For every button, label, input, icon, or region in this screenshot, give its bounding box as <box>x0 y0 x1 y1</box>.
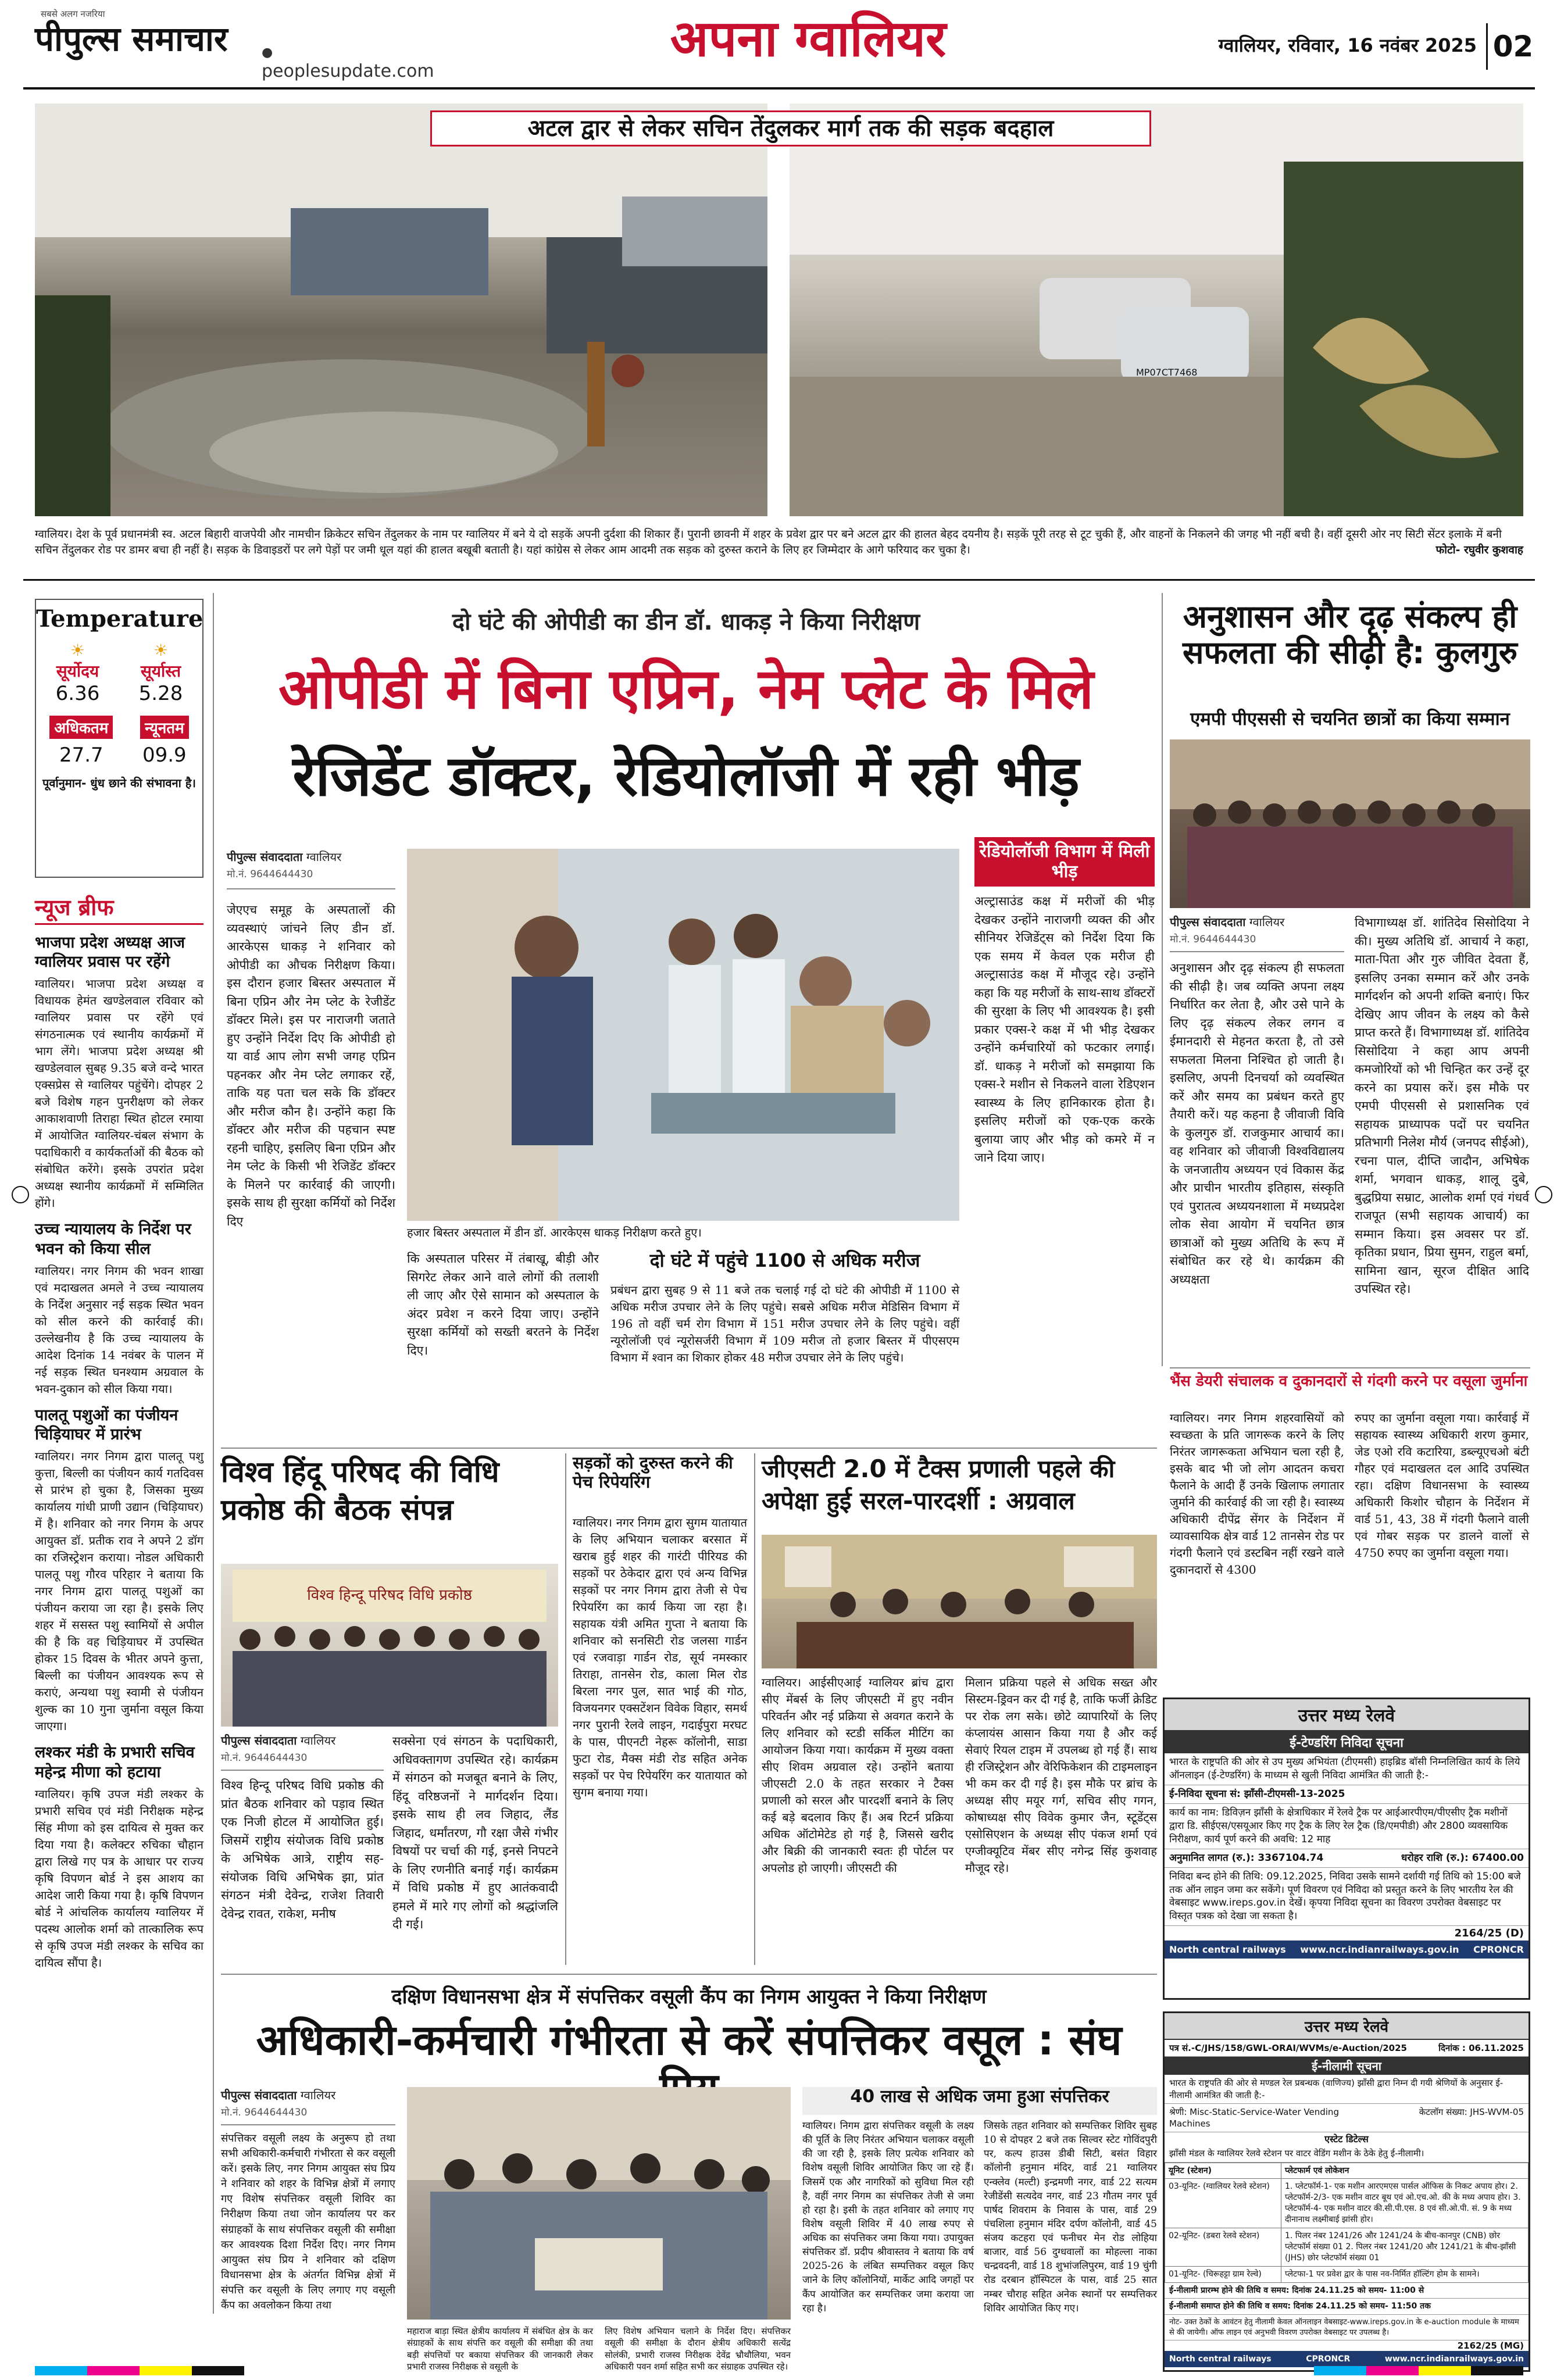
car-plate-text: MP07CT7468 <box>1136 367 1198 378</box>
ad2-end: ई-नीलामी समाप्त होने की तिथि व समय: दिनांक 24.11.25 को समय- 11:50 तक <box>1165 2299 1529 2315</box>
photo-vhp-meeting <box>221 1564 558 1727</box>
hospital-scene <box>407 849 959 1221</box>
ad2-catalogue: केटलॉग संख्या: JHS-WVM-05 <box>1419 2106 1524 2117</box>
ad1-foot-web[interactable]: www.ncr.indianrailways.gov.in <box>1300 1944 1459 1956</box>
registration-mark <box>1535 1186 1552 1203</box>
photo-opd-inspection <box>407 849 959 1221</box>
photo-kulguru-felicitation <box>1170 739 1530 908</box>
section-title: अपना ग्वालियर <box>670 10 947 68</box>
sunrise-icon: ☀ <box>70 641 85 660</box>
rule-row2 <box>221 1448 1157 1449</box>
color-swatch <box>1471 2366 1523 2375</box>
website-text: peoplesupdate.com <box>262 61 434 81</box>
byline-desk: पीपुल्स संवाददाता <box>221 2088 297 2102</box>
ad1-intro: भारत के राष्ट्रपति की ओर से उप मुख्य अभियंता (टीएमसी) हाइब्रिड बॉसी निम्नलिखित कार्य के लिये ऑनलाइन (ई-टेण्डरिंग) के माध्यम से खुली निविदा आमंत्रित की जाती है:- <box>1165 1753 1529 1785</box>
color-swatch <box>1419 2366 1471 2375</box>
news-brief-title: न्यूज ब्रीफ <box>35 895 203 925</box>
sunset-label: सूर्यास्त <box>140 662 181 681</box>
ad2-org: उत्तर मध्य रेलवे <box>1165 2013 1529 2040</box>
color-bar <box>35 2366 244 2375</box>
news-brief-column <box>35 895 203 2314</box>
ad2-type: ई-नीलामी सूचना <box>1165 2057 1529 2075</box>
tax-col1: संपत्तिकर वसूली लक्ष्य के अनुरूप हो तथा सभी अधिकारी-कर्मचारी गंभीरता से कर वसूली करें। इसके लिए, नगर निगम आयुक्त संघ प्रिय ने शनिवार को शहर के विभिन्न क्षेत्रों में लगाए गए विशेष संपत्तिकर वसूली शिविर का निरीक्षण किया तथा जोन कार्यालय पर कर संग्राहकों के साथ संपत्तिकर वसूली की समीक्षा कर आवश्यक दिशा निर्देश दिए। नगर निगम आयुक्त संघ प्रिय ने शनिवार को दक्षिण विधानसभा क्षेत्र के अंतर्गत विभिन्न क्षेत्रों में संपत्ति कर वसूली के लिए लगाए गए वसूली कैंप का अवलोकन किया तथा <box>221 2132 395 2312</box>
masthead-rule <box>23 87 1535 90</box>
color-swatch <box>87 2366 140 2375</box>
ad2-table <box>1165 2163 1529 2283</box>
col-loc-header: प्लेटफार्म एवं लोकेशन <box>1281 2163 1529 2179</box>
byline-desk: पीपुल्स संवाददाता <box>1170 915 1246 929</box>
globe-icon: ● <box>262 45 273 60</box>
tax-col2: महाराज बाड़ा स्थित क्षेत्रीय कार्यालय में संबंधित क्षेत्र के कर संग्राहकों के साथ संपत्ति कर वसूली की समीक्षा की तथा बड़ी संपत्तियों पर बकाया संपत्तिकर की जानकारी लेकर प्रभारी राजस्व निरीक्षक से वसूली के <box>407 2326 593 2372</box>
ad2-start: ई-नीलामी प्रारम्भ होने की तिथि व समय: दिनांक 24.11.25 को समय- 11:00 से <box>1165 2283 1529 2299</box>
table-header-row <box>1165 2163 1529 2179</box>
ad1-footer <box>1165 1941 1529 1959</box>
opd-kicker: दो घंटे की ओपीडी का डीन डॉ. धाकड़ ने किया निरीक्षण <box>452 609 920 635</box>
brief-item <box>35 1220 203 1398</box>
ad2-ref-row <box>1165 2040 1529 2057</box>
brief-heading: उच्च न्यायालय के निर्देश पर भवन को किया सील <box>35 1220 191 1258</box>
brief-item <box>35 1406 203 1735</box>
byline-mobile: मो.नं. 9644644430 <box>221 1752 308 1764</box>
page-number: 02 <box>1486 23 1538 70</box>
ad1-code: 2164/25 (D) <box>1454 1927 1524 1940</box>
opd-col1: जेएएच समूह के अस्पतालों की व्यवस्थाएं जांचने लिए डीन डॉ. आरकेएस धाकड़ ने शनिवार को ओपीडी का औचक निरीक्षण किया। इस दौरान हजार बिस्तर अस्पताल में बिना एप्रिन और नेम प्लेट के रेजीडेंट डॉक्टर मिले। इस पर नाराजगी जताते हुए उन्होंने निर्देश दिए कि ओपीडी हो या वार्ड आप लोग सभी जगह एप्रिन पहनकर और नेम प्लेट लगाकर रहें, ताकि यह पता चल सके कि डॉक्टर और मरीज कौन है। उन्होंने कहा कि डॉक्टर और मरीज की पहचान स्पष्ट रहनी चाहिए, इसलिए बिना एप्रिन और नेम प्लेट के किसी भी रेजिडेंट डॉक्टर के मिलने पर कार्रवाई की जाएगी। इसके साथ ही सुरक्षा कर्मियों को निर्देश दिए <box>227 903 395 1228</box>
ad1-emd: धरोहर राशि (रु.): 67400.00 <box>1401 1852 1524 1864</box>
brief-heading: भाजपा प्रदेश अध्यक्ष आज ग्वालियर प्रवास पर रहेंगे <box>35 933 185 971</box>
vhp-byline <box>221 1732 384 1771</box>
color-bar <box>1314 2366 1523 2375</box>
tax-sub-col1: ग्वालियर। निगम द्वारा संपत्तिकर वसूली के लक्ष्य की पूर्ति के लिए निरंतर अभियान चलाकर वसूली की जा रही है, इसके लिए प्रत्येक शनिवार को विशेष वसूली शिविर आयोजित किए जा रहे हैं। जिसमें एक और नागरिकों को सुविधा मिल रही है, वहीं नगर निगम का संपत्तिकर तेजी से जमा हो रहा है। इसी के तहत शनिवार को लगाए गए विशेष वसूली शिविर में 40 लाख रुपए से अधिक का संपत्तिकर जमा किया गया। उपायुक्त संपत्तिकर डॉ. प्रदीप श्रीवास्तव ने बताया कि वर्ष 2025-26 के लंबित सम्पत्तिकर वसूल किए जाने के लिए कॉलोनियों, मार्केट आदि जगहों पर कैंप आयोजित कर सम्पत्तिकर जमा कराया जा रहा है। <box>802 2120 974 2314</box>
byline-city: ग्वालियर <box>300 1734 336 1748</box>
ad1-work: कार्य का नाम: डिविज़न झाँसी के क्षेत्राधिकार में रेलवे ट्रैक पर आईआरपीएम/पीएसीए ट्रैक मशीनों द्वारा डि. सीईएस/एसयूआर किए गए ट्रैक के लिए रेल ट्रैक (डि/एमपीडी) और 2800 व्यवसायिक निरीक्षण, कार्य पूर्ण करने की अवधि: 12 माह <box>1165 1804 1529 1849</box>
ad2-footer <box>1165 2351 1529 2367</box>
table-row <box>1165 2266 1529 2282</box>
tax-sub-headline: 40 लाख से अधिक जमा हुआ संपत्तिकर <box>802 2087 1157 2115</box>
brief-body: ग्वालियर। नगर निगम की भवन शाखा एवं मदाखलत अमले ने उच्च न्यायालय के निर्देश अनुसार नई सड़क स्थित भवन को सील करने की कार्रवाई की। उल्लेखनीय है कि उच्च न्यायालय के आदेश दिनांक 14 नवंबर के पालन में नई सड़क स्थित घनश्याम अग्रवाल के भवन-दुकान को सील किया गया। <box>35 1263 203 1396</box>
opd-col2: कि अस्पताल परिसर में तंबाखू, बीड़ी और सिगरेट लेकर आने वाले लोगों की तलाशी ली जाए और ऐसे सामान को अस्पताल के अंदर प्रवेश न करने दिया जाए। उन्होंने सुरक्षा कर्मियों को सख्ती बरतने के निर्देश दिए। <box>407 1252 599 1357</box>
color-swatch <box>1314 2366 1366 2375</box>
byline-mobile: मो.नं. 9644644430 <box>221 2107 308 2118</box>
masthead <box>0 0 1557 93</box>
max-value: 27.7 <box>59 744 103 767</box>
issue-date: ग्वालियर, रविवार, 16 नवंबर 2025 <box>1218 34 1477 56</box>
sunset-value: 5.28 <box>138 682 183 705</box>
ad1-cost: अनुमानित लागत (रु.): 3367104.74 <box>1169 1852 1324 1864</box>
gst-col2: मिलान प्रक्रिया पहले से अधिक सख्त और सिस्टम-ड्रिवन कर दी गई है, ताकि फर्जी क्रेडिट पर रोक लग सके। छोटे व्यापारियों के लिए कंप्लायंस आसान किया गया है और कई सेवाएं रियल टाइम में उपलब्ध हो गई हैं। साथ ही रजिस्ट्रेशन और वेरिफिकेशन की टाइमलाइन भी कम कर दी गई है। इस मौके पर ब्रांच के अध्यक्ष सीए मयूर गर्ग, सचिव सीए गगन, कोषाध्यक्ष सीए विवेक कुमार जैन, स्टूडेंट्स एसोसिएशन के अध्यक्ष सीए पंकज शर्मा एवं एग्जीक्यूटिव मेंबर सीए नगेन्द्र सिंह कुशवाह मौजूद रहे। <box>965 1675 1157 1875</box>
ad1-closing: निविदा बन्द होने की तिथि: 09.12.2025, निविदा उसके सामने दर्शायी गई तिथि को 15:00 बजे तक ऑन लाइन जमा कर सकेंगे। पूर्ण विवरण एवं निविदा को प्रस्तुत करने के लिए भारतीय रेल की वेबसाइट www.ireps.gov.in देखें। कृपया निविदा सूचना का विवरण उपरोक्त वेबसाइट पर विस्तृत पत्रक को देखा जा सकता है। <box>1165 1868 1529 1927</box>
ad2-ref: पत्र सं.-C/JHS/158/GWL-ORAI/WVMs/e-Auction/2025 <box>1169 2043 1407 2053</box>
brief-item <box>35 1743 203 1971</box>
table-row <box>1165 2228 1529 2266</box>
ad2-code: 2162/25 (MG) <box>1457 2340 1524 2352</box>
photo-tax-inspection <box>407 2087 791 2320</box>
brief-item <box>35 933 203 1212</box>
roads-headline: सड़कों को दुरुस्त करने की पेच रिपेयरिंग <box>573 1453 733 1492</box>
ad2-estate: एस्टेट डिटेल्स <box>1324 2134 1369 2145</box>
ad1-foot-left: North central railways <box>1169 1944 1286 1956</box>
ad1-type: ई-टेण्डरिंग निविदा सूचना <box>1165 1731 1529 1753</box>
tax-headline: अधिकारी-कर्मचारी गंभीरता से करें संपत्तिकर वसूल : संघ <box>256 2016 1122 2064</box>
vhp-group-scene <box>221 1564 558 1727</box>
byline-city: ग्वालियर <box>1249 915 1285 929</box>
ad2-cat-row <box>1165 2104 1529 2133</box>
tax-byline <box>221 2087 395 2125</box>
byline-mobile: मो.नं. 9644644430 <box>227 869 313 880</box>
byline-city: ग्वालियर <box>300 2088 336 2102</box>
opd-byline <box>227 849 395 889</box>
photo-sachin-tendulkar-road <box>790 103 1523 516</box>
ad1-cost-row <box>1165 1849 1529 1868</box>
row-loc: 1. प्लेटफॉर्म-1- एक मशीन आरएमएस पार्सल ऑफिस के निकट अपाय होर। 2. प्लेटफॉर्म-2/3- एक मशीन वाटर बूथ एवं ओ.एच.ओ. की के मध्य अपाय होर। 3. प्लेटफॉर्म-4- एक मशीन वाटर की.सी.पी.एस. 8 एवं सी.ओ.पी. सं. 9 के मध्य दीनानाथ लक्ष्मीबाई झांसी होर। <box>1281 2179 1529 2228</box>
row-unit: 02-यूनिट- (डबरा रेलवे स्टेशन) <box>1165 2228 1281 2266</box>
ad2-foot-handle[interactable]: CPRONCR <box>1306 2354 1351 2364</box>
rule-brief-vertical <box>213 593 214 2314</box>
dairy-headline: भैंस डेयरी संचालक व दुकानदारों से गंदगी करने पर वसूला जुर्माना <box>1170 1373 1528 1390</box>
brand-logo: पीपुल्स समाचार <box>35 19 228 59</box>
rule-kulguru-bottom <box>1170 1367 1530 1368</box>
vhp-banner-text: विश्व हिन्दू परिषद विधि प्रकोष्ठ <box>307 1586 472 1604</box>
radiology-body: अल्ट्रासाउंड कक्ष में मरीजों की भीड़ देखकर उन्होंने नाराजगी व्यक्त की और सीनियर रेजिडेंट्स को निर्देश दिया कि एक समय में केवल एक मरीज ही अल्ट्रासाउंड कक्ष में मौजूद रहे। उन्होंने कहा कि यह मरीजों के साथ-साथ डॉक्टरों की सुरक्षा के लिए भी आवश्यक है। इसी प्रकार एक्स-रे कक्ष में भी भीड़ देखकर उन्होंने कर्मचारियों को फटकार लगाई। डॉ. धाकड़ ने मरीजों को समझाया कि एक्स-रे मशीन से निकलने वाला रेडिएशन स्वास्थ्य के लिए हानिकारक होता है। इसलिए मरीजों को एक-एक करके बुलाया जाए और भीड़ को कमरे में न जाने दिया जाए। <box>974 894 1155 1164</box>
opd-photo-caption: हजार बिस्तर अस्पताल में डीन डॉ. आरकेएस धाकड़ निरीक्षण करते हुए। <box>407 1225 702 1239</box>
brief-heading: लश्कर मंडी के प्रभारी सचिव महेन्द्र मीणा को हटाया <box>35 1743 195 1781</box>
ad1-foot-handle[interactable]: CPRONCR <box>1473 1944 1524 1956</box>
rule-roads-right <box>754 1453 755 1965</box>
opd-headline-line2: रेजिडेंट डॉक्टर, रेडियोलॉजी में रही भीड़ <box>292 744 1080 809</box>
tax-kicker: दक्षिण विधानसभा क्षेत्र में संपत्तिकर वसूली कैंप का निगम आयुक्त ने किया निरीक्षण <box>391 1985 987 2009</box>
top-story-caption-text: ग्वालियर। देश के पूर्व प्रधानमंत्री स्व. अटल बिहारी वाजपेयी और नामचीन क्रिकेटर सचिन तेंदुलकर के नाम पर ग्वालियर में बने ये दो सड़कें अपनी दुर्दशा की शिकार हैं। पुरानी छावनी में शहर के प्रवेश द्वार पर बने अटल द्वार की हालत बेहद दयनीय है। सड़कें पूरी तरह से टूट चुकी हैं, और वाहनों के निकलने की जगह भी नहीं बची है। वहीं दूसरी ओर नए सिटी सेंटर इलाके में बनी सचिन तेंदुलकर रोड पर डामर बचा ही नहीं है। सड़क के डिवाइडरों पर लगे पेड़ों पर जमी धूल यहां की हालत बखूबी बताती है। यहां कांग्रेस से लेकर आम आदमी तक सड़क को दुरुस्त कराने के लिए हर जिम्मेदार के आगे फरियाद कर चुका है। <box>35 528 1502 556</box>
group-photo-scene <box>1170 739 1530 908</box>
opd-headline-line1: ओपीडी में बिना एप्रिन, नेम प्लेट के मिले <box>278 656 1094 721</box>
tax-sub-col2: जिसके तहत शनिवार को सम्पत्तिकर शिविर सुबह 10 से दोपहर 2 बजे तक सिल्वर स्टेट गोविंदपुरी पर, कल्प हाउस डीबी सिटी, बसंत विहार कॉलोनी हनुमान मंदिर, वार्ड 21 ग्वालियर एन्क्लेव (मल्टी) इन्द्रमणी नगर, वार्ड 22 सत्यम रेजीडेंसी सत्यदेव नगर, वार्ड 23 गौतम नगर पूर्व पार्षद शिवराम के निवास के पास, वार्ड 29 पंचशिला हनुमान मंदिर दर्पण कॉलोनी, वार्ड 45 संजय कटहरा एवं फनीचर मेन रोड लोहिया बाजार, वार्ड 56 दुग्धवालों का मोहल्ला नाका चन्द्रवदनी, वार्ड 18 शुभांजलिपुरम, वार्ड 19 चुंगी रोड दरबान हॉस्पिटल के पास, वार्ड 25 सात नम्बर चौराह सहित अनेक स्थानों पर सम्पत्तिकर शिविर आयोजित किए गए। <box>984 2120 1157 2314</box>
kulguru-col2: विभागाध्यक्ष डॉ. शांतिदेव सिसोदिया ने की। मुख्य अतिथि डॉ. आचार्य ने कहा, माता-पिता और गुरु जीवित देवता हैं, इसलिए उनका सम्मान करें और उनके मार्गदर्शन को अपनी शक्ति बनाएं। फिर देखिए आप जीवन के लक्ष्य को कैसे प्राप्त करते हैं। विभागाध्यक्ष डॉ. शांतिदेव सिसोदिया ने कहा आप अपनी कमजोरियों को भी चिन्हित कर उन्हें दूर करने का प्रयास करें। इस मौके पर एमपी पीएससी से प्रशासनिक एवं सहायक प्राध्यापक पदों पर चयनित प्रतिभागी निलेश मौर्य (जनपद सीईओ), रचना पाल, दीप्ति जादौन, अभिषेक शर्मा, भगवान धाकड़, शालू दुबे, बुद्धप्रिया सम्राट, आलोक शर्मा एवं गंधर्व राजपूत (सभी सहायक आचार्य) का सम्मान किया। इस अवसर पर डॉ. कृतिका प्रधान, प्रिया सुमन, राहुल बर्मा, सामिना खान, सूरज दीक्षित आदि उपस्थित रहे। <box>1355 916 1529 1296</box>
photo-gst-meeting <box>762 1535 1157 1668</box>
ad2-date: दिनांक : 06.11.2025 <box>1438 2043 1524 2053</box>
color-swatch <box>35 2366 87 2375</box>
road-scene-left <box>35 103 767 516</box>
railway-tender-ad <box>1163 1698 1530 2000</box>
radiology-sidebar <box>974 837 1155 1448</box>
sunrise-value: 6.36 <box>55 682 100 705</box>
max-label: अधिकतम <box>49 716 113 739</box>
ad2-foot-left: North central railways <box>1169 2354 1272 2364</box>
col-unit-header: यूनिट (स्टेशन) <box>1165 2163 1281 2179</box>
byline-desk: पीपुल्स संवाददाता <box>227 850 303 864</box>
top-story-headline: अटल द्वार से लेकर सचिन तेंदुलकर मार्ग तक की सड़क बदहाल <box>430 110 1151 146</box>
brief-body: ग्वालियर। कृषि उपज मंडी लश्कर के प्रभारी सचिव एवं मंडी निरीक्षक महेन्द्र सिंह मीणा को इस दायित्व से मुक्त कर दिया गया है। कलेक्टर रुचिका चौहान द्वारा लिखे गए पत्र के आधार पर राज्य कृषि विपणन बोर्ड ने इस आशय का आदेश जारी किया गया है। कृषि विपणन बोर्ड ने आंचलिक कार्यालय ग्वालियर में पदस्थ आलोक शर्मा को तात्कालिक रूप से कृषि उपज मंडी लश्कर के सचिव का दायित्व सौंपा है। <box>35 1786 203 1970</box>
photo-atal-dwar-road <box>35 103 767 516</box>
gst-headline: जीएसटी 2.0 में टैक्स प्रणाली पहले की अपेक्षा हुई सरल-पारदर्शी : अग्रवाल <box>762 1455 1115 1515</box>
byline-city: ग्वालियर <box>306 850 342 864</box>
roads-body: ग्वालियर। नगर निगम द्वारा सुगम यातायात के लिए अभियान चलाकर बरसात में खराब हुई शहर की गारंटी पीरियड की सड़कों पर ठेकेदार द्वारा एवं अन्य विभिन्न सड़कों पर नगर निगम द्वारा तेजी से पेच रिपेयरिंग का कार्य किया जा रहा है। सहायक यंत्री अमित गुप्ता ने बताया कि शनिवार को सनसिटी रोड जलसा गार्डन एवं रजवाड़ा गार्डन रोड, सूर्य नमस्कार तिराहा, तानसेन रोड, काला मिल रोड बिरला नगर पुल, सात भाई की गोठ, विजयनगर एक्सटेंशन विवेक विहार, समर्थ नगर पुरानी रेलवे लाइन, गदाईपुरा मरघट के पास, पीएनटी नेहरू कॉलोनी, साडा फुटा रोड, मैक्स मंडी रोड सहित अनेक सड़कों पर पेच रिपेयरिंग कर यातायात को सुगम बनाया गया। <box>573 1516 747 1799</box>
min-value: 09.9 <box>142 744 187 767</box>
opd-sub-headline: दो घंटे में पहुंचे 1100 से अधिक मरीज <box>649 1249 920 1271</box>
kulguru-subhead: एमपी पीएससी से चयनित छात्रों का किया सम्मान <box>1190 709 1510 730</box>
kulguru-headline: अनुशासन और दृढ़ संकल्प ही सफलता की सीढ़ी है: कुलगुरु <box>1182 598 1518 671</box>
gst-col1: ग्वालियर। आईसीएआई ग्वालियर ब्रांच द्वारा सीए मेंबर्स के लिए जीएसटी में हुए नवीन परिवर्तन और नई प्रक्रिया से अवगत कराने के लिए शनिवार को स्टडी सर्किल मीटिंग का आयोजन किया गया। कार्यक्रम में मुख्य वक्ता सीए शिवम अग्रवाल रहे। उन्होंने बताया जीएसटी 2.0 के तहत सरकार ने टैक्स प्रणाली को सरल और पारदर्शी बनाने के लिए कई बड़े बदलाव किए हैं। अब रिटर्न प्रक्रिया अधिक ऑटोमेटेड हो गई है, जिससे खरीद और बिक्री की जानकारी स्वतः ही पोर्टल पर अपलोड हो जाएगी। जीएसटी की <box>762 1675 954 1875</box>
registration-mark <box>12 1186 29 1203</box>
min-label: न्यूनतम <box>140 716 189 739</box>
website-url <box>262 41 448 81</box>
railway-auction-ad <box>1163 2011 1530 2372</box>
road-scene-right <box>790 103 1523 516</box>
vhp-col1: विश्व हिन्दू परिषद विधि प्रकोष्ठ की प्रांत बैठक शनिवार को पड़ाव स्थित एक निजी होटल में आयोजित हुई। जिसमें राष्ट्रीय संयोजक विधि प्रकोष्ठ के अभिषेक आत्रे, राष्ट्रीय सह-संयोजक विधि अभिषेक झा, प्रांत संगठन मंत्री देवेन्द्र, राजेश तिवारी देवेन्द्र रावत, राकेश, मनीष <box>221 1778 384 1921</box>
gst-panel-scene <box>762 1535 1157 1668</box>
color-swatch <box>1366 2366 1419 2375</box>
vhp-headline: विश्व हिंदू परिषद की विधि प्रकोष्ठ की बैठक संपन्न <box>221 1455 499 1527</box>
rule-row3 <box>221 1974 1157 1975</box>
sunrise-label: सूर्योदय <box>56 662 99 681</box>
sunset-icon: ☀ <box>153 641 169 660</box>
tax-camp-scene <box>407 2087 791 2320</box>
ad2-category: श्रेणी: Misc-Static-Service-Water Vending Machines <box>1169 2106 1339 2129</box>
row-loc: 1. पिलर नंबर 1241/26 और 1241/24 के बीच-कानपुर (CNB) छोर प्लेटफॉर्म संख्या 01 2. पिलर नंबर 1241/20 और 1241/21 के बीच-झाँसी (JHS) छोर प्लेटफॉर्म संख्या 01 <box>1281 2228 1529 2266</box>
byline-mobile: मो.नं. 9644644430 <box>1170 934 1256 945</box>
radiology-title: रेडियोलॉजी विभाग में मिली भीड़ <box>974 837 1155 887</box>
table-row <box>1165 2179 1529 2228</box>
rule-vhp-right <box>565 1453 566 1965</box>
kulguru-col1: अनुशासन और दृढ़ संकल्प ही सफलता की सीढ़ी है। जब व्यक्ति अपना लक्ष्य निर्धारित कर लेता है, और उसे पाने के लिए दृढ़ संकल्प लेकर लगन व ईमानदारी से मेहनत करता है, तो उसे सफलता मिलना निश्चित हो जाती है। इसलिए, अपनी दिनचर्या को व्यवस्थित करें और समय का प्रबंधन करते हुए तैयारी करें। यह कहना है जीवाजी विवि के कुलगुरु डॉ. राजकुमार आचार्य का। वह शनिवार को जीवाजी विश्वविद्यालय के जनजातीय अध्ययन एवं विकास केंद्र और प्राचीन भारतीय इतिहास, संस्कृति एवं पुरातत्व अध्ययनशाला में मध्यप्रदेश लोक सेवा आयोग में चयनित छात्र छात्राओं को मुख्य अतिथि के रूप में संबोधित कर रहे थे। कार्यक्रम की अध्यक्षता <box>1170 961 1344 1287</box>
brief-heading: पालतू पशुओं का पंजीयन चिड़ियाघर में प्रारंभ <box>35 1406 178 1444</box>
brief-body: ग्वालियर। नगर निगम द्वारा पालतू पशु कुत्ता, बिल्ली का पंजीयन कार्य गतदिवस से प्रारंभ हो चुका है, जिसका मुख्य कार्यालय गांधी प्राणी उद्यान (चिड़ियाघर) में है। शनिवार को नगर निगम के अपर आयुक्त डॉ. प्रतीक राव ने अपने 2 डॉग का रजिस्ट्रेशन कराया। नोडल अधिकारी पालतू पशु गौरव परिहार ने बताया कि नगर निगम द्वारा पालतू पशुओं का पंजीयन कराया जा रहा है। इसके लिए शहर में ससस्त पशु स्वामियों से अपील की है कि वह चिड़ियाघर में उपस्थित होकर 15 दिवस के भीतर अपने कुत्ता, बिल्ली का पंजीयन आवश्यक रूप से कराएं, अन्यथा पशु स्वामी से पंजीयन शुल्क का 10 गुना जुर्माना वसूल किया जाएगा। <box>35 1449 203 1734</box>
tax-col3: लिए विशेष अभियान चलाने के निर्देश दिए। संपत्तिकर वसूली की समीक्षा के दौरान क्षेत्रीय अधिकारी सत्येंद्र सोलंकी, प्रभारी राजस्व निरीक्षक देवेंद्र भ्रौथौलिया, भवन अधिकारी पवन शर्मा सहित सभी कर संग्राहक उपस्थित रहे। <box>605 2326 791 2372</box>
rule-below-top <box>23 579 1535 581</box>
row-unit: 03-यूनिट- (ग्वालियर रेलवे स्टेशन) <box>1165 2179 1281 2228</box>
temperature-title: Temperature <box>36 605 203 632</box>
photo-credit: फोटो- रघुवीर कुशवाह <box>1435 543 1523 556</box>
vhp-col2: सक्सेना एवं संगठन के पदाधिकारी, अधिवक्तागण उपस्थित रहे। कार्यक्रम में संगठन को मजबूत बनाने के लिए, हिंदू वरिष्ठजनों ने मार्गदर्शन दिया। इसके साथ ही लव जिहाद, लैंड जिहाद, धर्मांतरण, गौ रक्षा जैसे गंभीर विषयों पर चर्चा की गई, इनसे निपटने के लिए रणनीति बनाई गई। कार्यक्रम में विधि प्रकोष्ठ में हुए आतंकवादी हमले में मारे गए लोगों को श्रद्धांजलि दी गई। <box>392 1734 558 1931</box>
brief-body: ग्वालियर। भाजपा प्रदेश अध्यक्ष व विधायक हेमंत खण्डेलवाल रविवार को ग्वालियर प्रवास पर रहेंगे एवं संगठनात्मक एवं स्थानीय कार्यक्रमों में भाग लेंगे। भाजपा प्रदेश अध्यक्ष श्री खण्डेलवाल सुबह 9.35 बजे वन्दे भारत एक्सप्रेस से ग्वालियर पहुंचेंगे। दोपहर 2 बजे विशेष गहन पुनरीक्षण को लेकर आकाशवाणी तिराहा स्थित होटल रमाया में आयोजित ग्वालियर-चंबल संभाग के पदाधिकारी व कार्यकर्ताओं की बैठक को संबोधित करेंगे। इसके उपरांत प्रदेश अध्यक्ष स्थानीय कार्यक्रमों में सम्मिलित होंगे। <box>35 977 203 1210</box>
brand-tagline: सबसे अलग नजरिया <box>41 9 105 19</box>
dairy-col1: ग्वालियर। नगर निगम शहरवासियों को स्वच्छता के प्रति जागरूक करने के लिए निरंतर जागरूकता अभियान चला रही है, इसके बाद भी जो लोग आदतन कचरा फैलाने के आदी हैं उनके खिलाफ लगातार जुर्माने की कार्रवाई की जा रही है। स्वास्थ्य अधिकारी दीपेंद्र सेंगर के निर्देशन में व्यावसायिक क्षेत्र वार्ड 12 तानसेन रोड पर गंदगी फैलाने एवं डस्टबिन नहीं रखने वाले दुकानदारों से 4300 <box>1170 1411 1344 1577</box>
opd-sub-body: प्रबंधन द्वारा सुबह 9 से 11 बजे तक चलाई गई दो घंटे की ओपीडी में 1100 से अधिक मरीज उपचार लेने के लिए पहुंचे। सबसे अधिक मरीज मेडिसिन विभाग में 196 तो वहीं चर्म रोग विभाग में 151 मरीज उपचार लेने के लिए पहुंचे। वहीं न्यूरोलॉजी एवं न्यूरोसर्जरी विभाग में 109 मरीज तो हजार बिस्तर में पीएसएम विभाग में श्वान का शिकार होकर 48 मरीज उपचार लेने के लिए पहुंचे। <box>610 1283 959 1364</box>
row-unit: 01-यूनिट- (चिरूहट्टा ग्राम रेल्वे) <box>1165 2266 1281 2282</box>
ad1-org: उत्तर मध्य रेलवे <box>1165 1699 1529 1731</box>
color-swatch <box>140 2366 192 2375</box>
ad2-estate-desc: झाँसी मंडल के ग्वालियर रेलवे स्टेशन पर वाटर वेडिंग मशीन के ठेके हेतु ई-नीलामी। <box>1165 2145 1529 2162</box>
ad2-intro: भारत के राष्ट्रपति की ओर से मण्डल रेल प्रबन्धक (वाणिज्य) झाँसी द्वारा निम्न दी गयी श्रेणियों के अनुसार ई-नीलामी आमंत्रित की जाती है:- <box>1165 2075 1529 2104</box>
ad2-foot-web[interactable]: www.ncr.indianrailways.gov.in <box>1384 2354 1524 2364</box>
row-loc: प्लेटफा-1 पर प्रवेश द्वार के पास नव-निर्मित हॉल्टिंग होम के सामने। <box>1281 2266 1529 2282</box>
rule-opd-right <box>1162 593 1163 1366</box>
color-swatch <box>192 2366 244 2375</box>
dairy-col2: रुपए का जुर्माना वसूला गया। कार्रवाई में सहायक स्वास्थ्य अधिकारी शरण कुमार, जेड एओ रवि कटारिया, डब्ल्यूएचओ बंटी गौहर एवं मदाखलत दल आदि उपस्थित रहा। दक्षिण विधानसभा के स्वास्थ्य अधिकारी किशोर चौहान के निर्देशन में वार्ड 51, 43, 38 में गंदगी फैलाने वाली एवं गोबर सड़क पर डालने वालों से 4750 रुपए का जुर्माना वसूला गया। <box>1355 1411 1529 1560</box>
ad2-note: नोट- उक्त ठेकों के आवंटन हेतु नीलामी केवल ऑनलाइन वेबसाइट-www.ireps.gov.in के e-auction module के माध्यम से की जायेगी। ऑफ लाइन एवं अनुभवी विवरण उपरोक्त वेबसाइट पर उपलब्ध है। <box>1165 2315 1529 2340</box>
ad1-notice-no: ई-निविदा सूचना सं: झाँसी-टीएमसी-13-2025 <box>1165 1785 1529 1804</box>
forecast-text: पूर्वानुमान- धुंध छाने की संभावना है। <box>42 776 196 790</box>
top-story-caption <box>35 527 1523 570</box>
temperature-box <box>35 599 203 878</box>
byline-desk: पीपुल्स संवाददाता <box>221 1734 297 1748</box>
kulguru-byline <box>1170 914 1344 952</box>
